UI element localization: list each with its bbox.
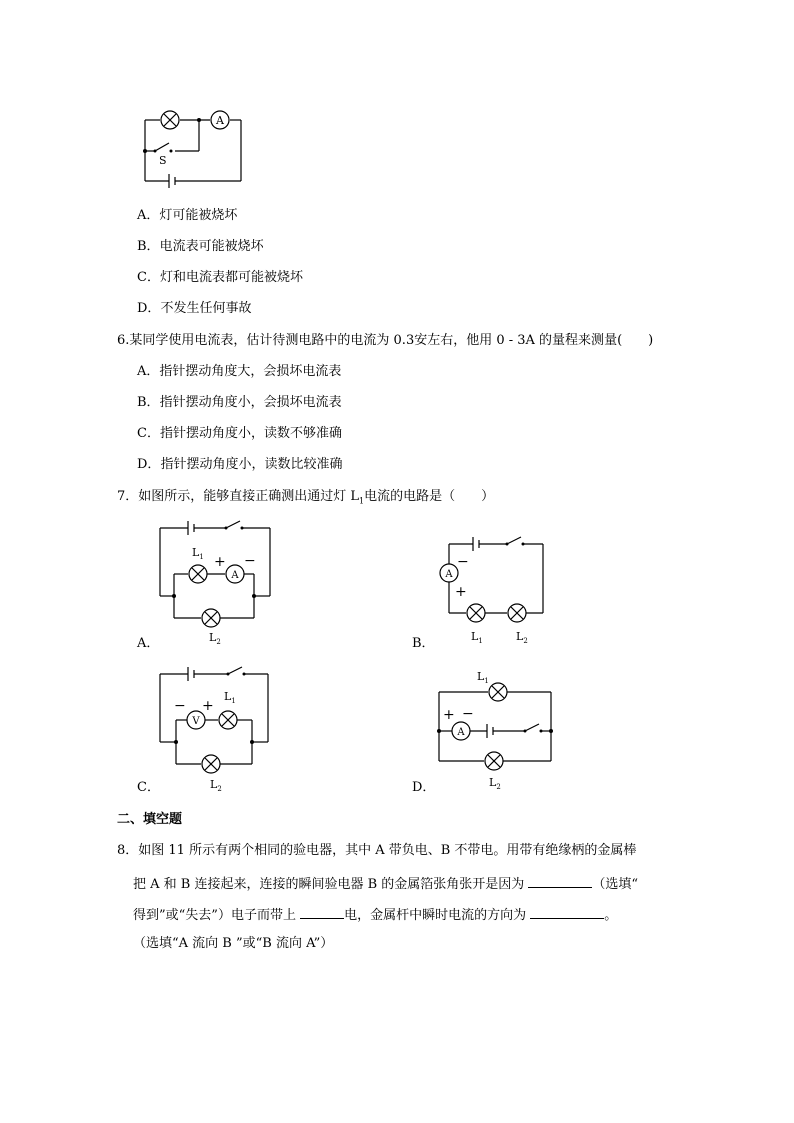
q6-option-b: B．指针摆动角度小，会损坏电流表 — [137, 395, 342, 410]
svg-text:−: − — [244, 553, 256, 569]
q5-option-d: D．不发生任何事故 — [137, 301, 252, 316]
q8-line-4: （选填“A 流向 B ”或“B 流向 A”） — [133, 936, 334, 951]
q5-switch-label: S — [159, 154, 167, 167]
q7-circuit-b — [433, 530, 553, 650]
svg-text:+: + — [443, 707, 455, 723]
q8-answer-blank-3[interactable] — [530, 905, 604, 919]
q8-answer-blank-2[interactable] — [300, 905, 344, 919]
q6-option-a: A．指针摆动角度大，会损坏电流表 — [137, 364, 342, 379]
q7-option-a-label: A． — [137, 636, 160, 651]
q6-option-d: D．指针摆动角度小，读数比较准确 — [137, 457, 343, 472]
svg-text:A: A — [457, 727, 465, 738]
svg-text:L1: $L_1$ — [477, 670, 489, 685]
q7-option-d-label: D． — [412, 780, 436, 795]
svg-text:V: V — [192, 716, 200, 727]
svg-text:L2: $L_2$ — [210, 778, 222, 793]
svg-text:+: + — [455, 584, 467, 600]
section-heading: 二、填空题 — [117, 812, 183, 827]
svg-text:−: − — [457, 554, 469, 570]
q7-option-b-label: B． — [412, 636, 435, 651]
svg-text:A: A — [231, 570, 239, 581]
q8-line-2: 把 A 和 B 连接起来，连接的瞬间验电器 B 的金属箔张角张开是因为 （选填“ — [133, 874, 638, 893]
svg-text:L1: $L_1$ — [192, 546, 204, 561]
q6-option-c: C．指针摆动角度小，读数不够准确 — [137, 426, 342, 441]
svg-text:L2: $L_2$ — [209, 631, 221, 646]
q5-option-c: C．灯和电流表都可能被烧坏 — [137, 270, 303, 285]
q5-option-b: B．电流表可能被烧坏 — [137, 239, 264, 254]
q7-circuit-d — [433, 668, 558, 793]
svg-text:+: + — [214, 554, 226, 570]
svg-text:L1: $L_1$ — [224, 690, 236, 705]
svg-text:L2: $L_2$ — [516, 630, 528, 645]
svg-text:L2: $L_2$ — [489, 776, 501, 791]
q7-circuit-a — [158, 518, 278, 648]
q8-line-3: 得到”或“失去”）电子而带上 电，金属杆中瞬时电流的方向为 。 — [133, 905, 617, 924]
q7-stem: 7．如图所示，能够直接正确测出通过灯 $L_1$电流的电路是（ ） — [117, 489, 495, 506]
svg-text:−: − — [462, 706, 474, 722]
svg-text:L1: $L_1$ — [471, 630, 483, 645]
q5-ammeter-label: A — [216, 114, 224, 127]
q8-answer-blank-1[interactable] — [528, 874, 592, 888]
q5-option-a: A．灯可能被烧坏 — [137, 208, 238, 223]
q8-line-1: 8．如图 11 所示有两个相同的验电器，其中 A 带负电、B 不带电。用带有绝缘柄的金属棒 — [117, 843, 637, 858]
q5-circuit-diagram — [135, 105, 250, 190]
svg-text:−: − — [174, 698, 186, 714]
svg-text:+: + — [202, 698, 214, 714]
q7-circuit-c — [158, 662, 278, 792]
q7-option-c-label: C． — [137, 780, 160, 795]
svg-text:A: A — [445, 569, 453, 580]
q6-stem: 6.某同学使用电流表，估计待测电路中的电流为 0.3安左右，他用 0 - 3A 的量程来测量( ) — [117, 333, 654, 348]
